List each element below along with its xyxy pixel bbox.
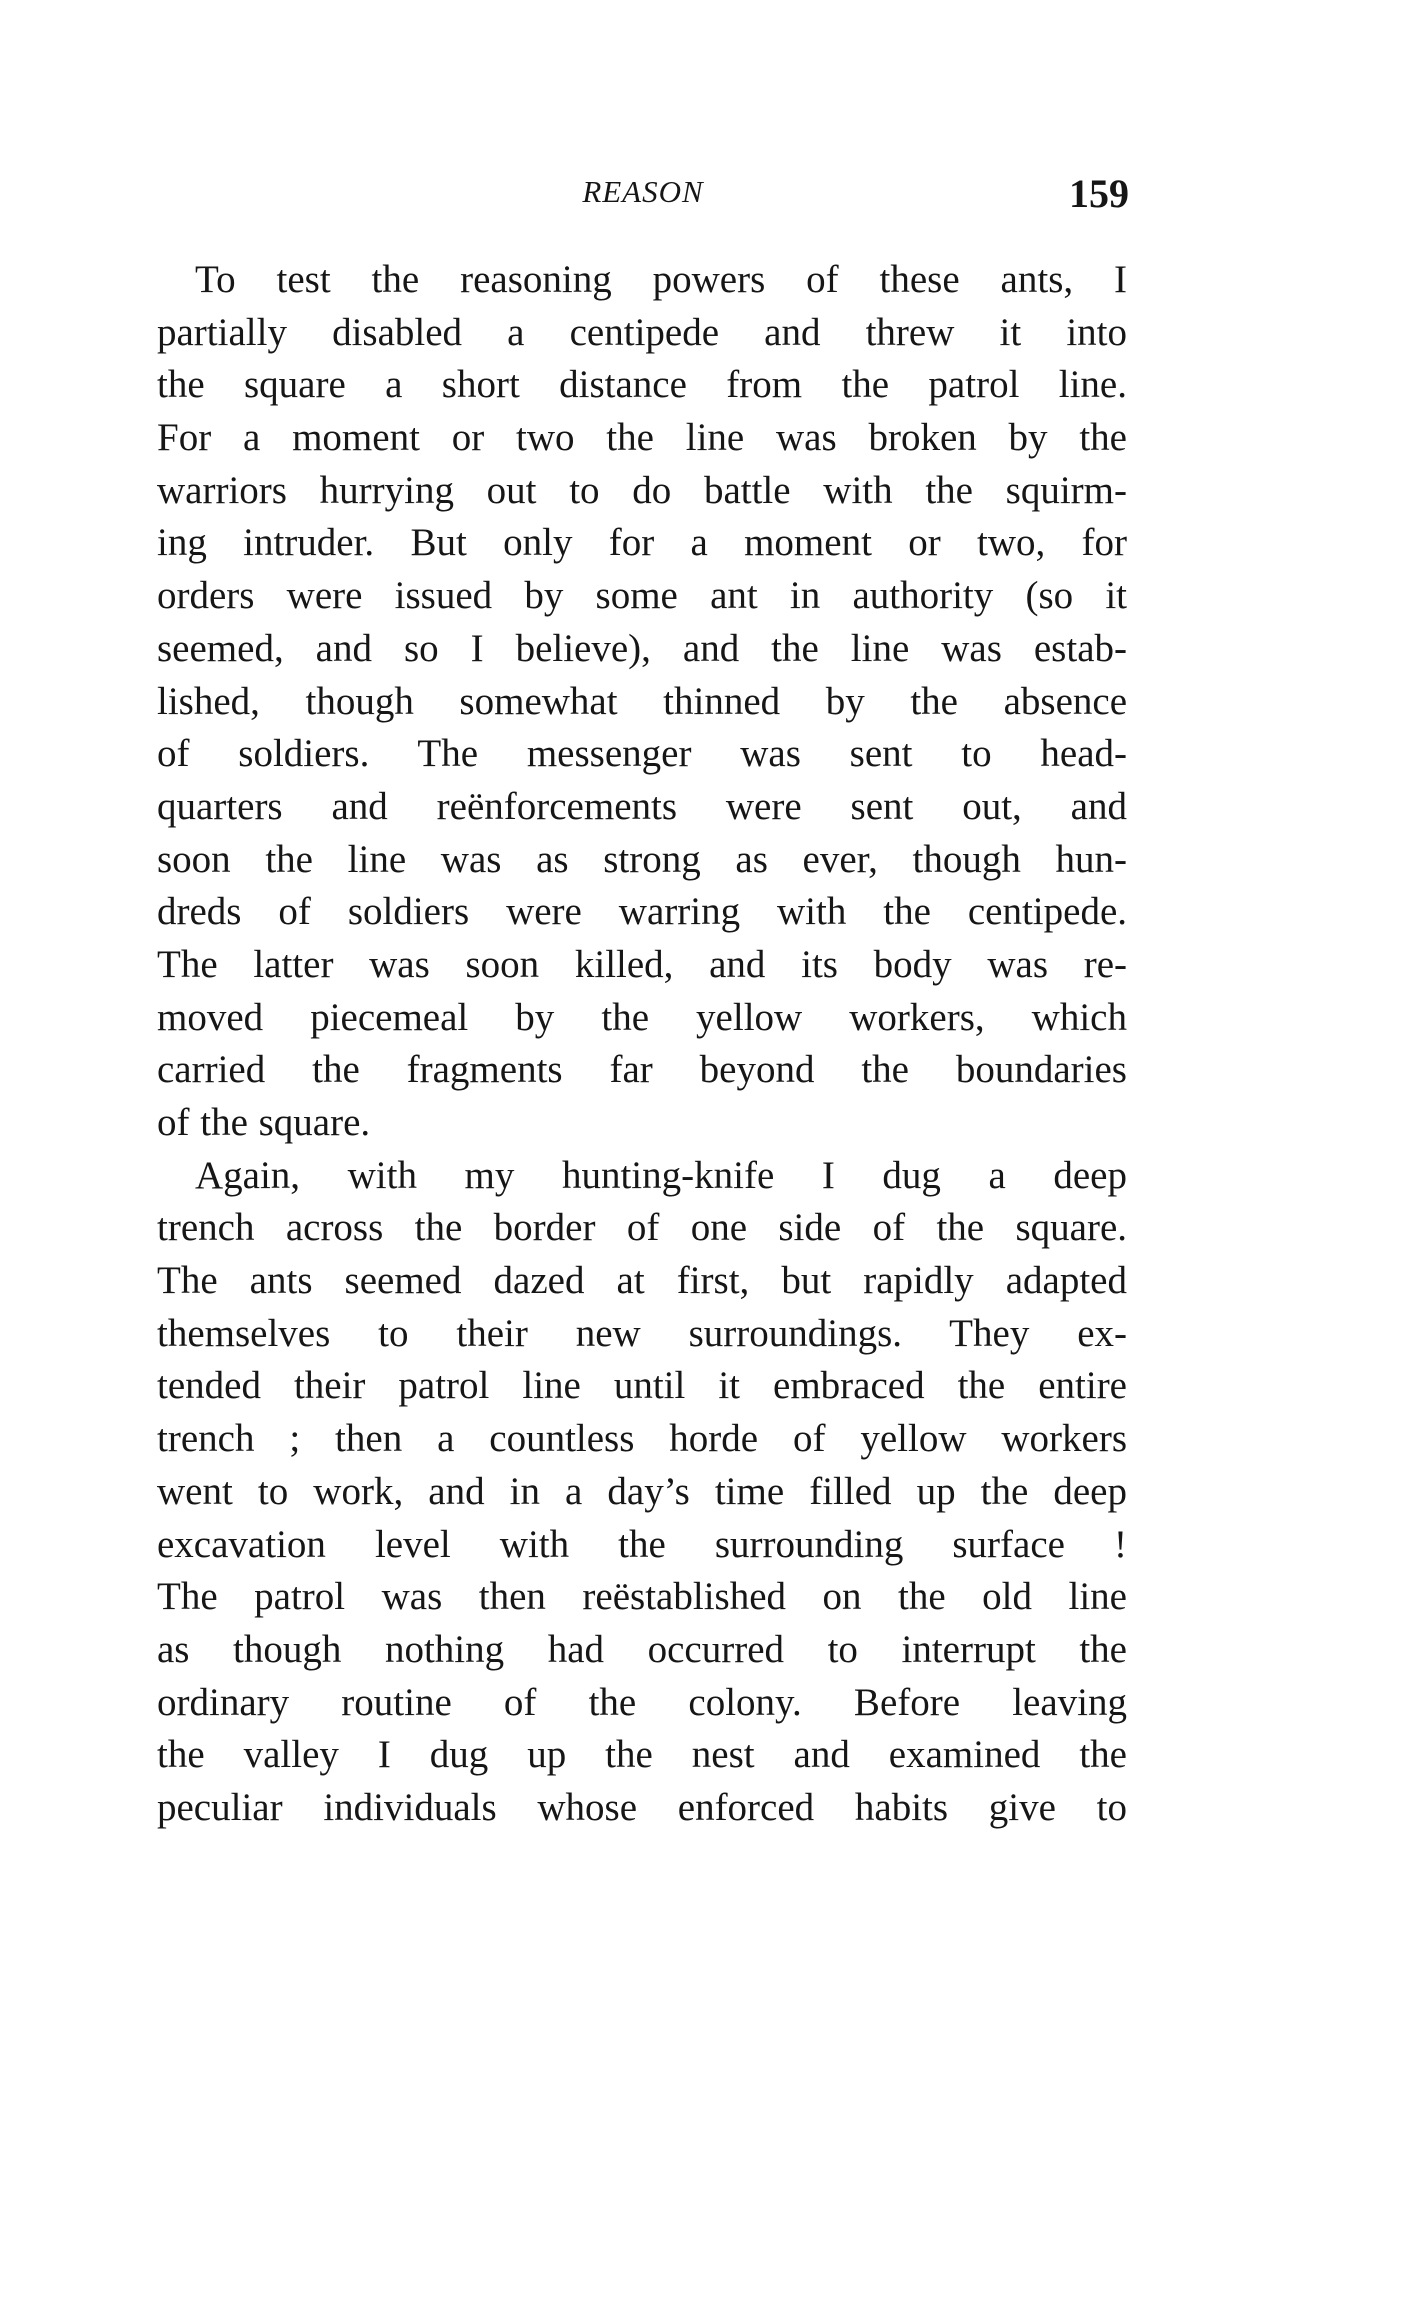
text-line: trench across the border of one side of the square.: [157, 1206, 1127, 1250]
paragraph: [157, 1150, 1127, 1835]
text-line: peculiar individuals whose enforced habits give to: [157, 1785, 1127, 1829]
text-line: of soldiers. The messenger was sent to head-: [157, 732, 1127, 776]
text-line: The latter was soon killed, and its body was re-: [157, 942, 1127, 986]
text-line: ing intruder. But only for a moment or two, for: [157, 521, 1127, 565]
text-line: soon the line was as strong as ever, though hun-: [157, 837, 1127, 881]
text-line: carried the fragments far beyond the boundaries: [157, 1048, 1127, 1092]
text-line: went to work, and in a day’s time filled up the deep: [157, 1469, 1127, 1513]
text-line: partially disabled a centipede and threw it into: [157, 310, 1127, 354]
text-line: lished, though somewhat thinned by the absence: [157, 679, 1127, 723]
text-line: dreds of soldiers were warring with the centipede.: [157, 890, 1127, 934]
text-line: The patrol was then reëstablished on the old line: [157, 1575, 1127, 1619]
text-line: the valley I dug up the nest and examined the: [157, 1733, 1127, 1777]
text-line: excavation level with the surrounding surface !: [157, 1522, 1127, 1566]
text-line: To test the reasoning powers of these ants, I: [195, 258, 1127, 301]
text-line: the square a short distance from the patrol line.: [157, 363, 1127, 407]
text-line: quarters and reënforcements were sent out, and: [157, 784, 1127, 828]
paragraph: [157, 254, 1127, 1150]
text-line: orders were issued by some ant in authority (so it: [157, 574, 1127, 618]
text-line: trench ; then a countless horde of yellow workers: [157, 1417, 1127, 1461]
text-line: tended their patrol line until it embraced the entire: [157, 1364, 1127, 1408]
text-line: Again, with my hunting-knife I dug a deep: [195, 1153, 1127, 1197]
text-line: themselves to their new surroundings. They ex-: [157, 1311, 1127, 1355]
text-line: ordinary routine of the colony. Before leaving: [157, 1680, 1127, 1724]
page-header: [157, 166, 1129, 218]
text-line: The ants seemed dazed at first, but rapidly adapted: [157, 1259, 1127, 1303]
running-head: REASON: [582, 174, 704, 209]
text-line: seemed, and so I believe), and the line was estab-: [157, 626, 1127, 670]
text-line: For a moment or two the line was broken by the: [157, 416, 1127, 460]
text-line: warriors hurrying out to do battle with the squirm-: [157, 468, 1127, 512]
body-text: [157, 254, 1127, 1835]
text-line: moved piecemeal by the yellow workers, which: [157, 995, 1127, 1039]
page-number: 159: [1069, 171, 1129, 216]
text-line: of the square.: [157, 1101, 371, 1144]
text-line: as though nothing had occurred to interrupt the: [157, 1627, 1127, 1671]
